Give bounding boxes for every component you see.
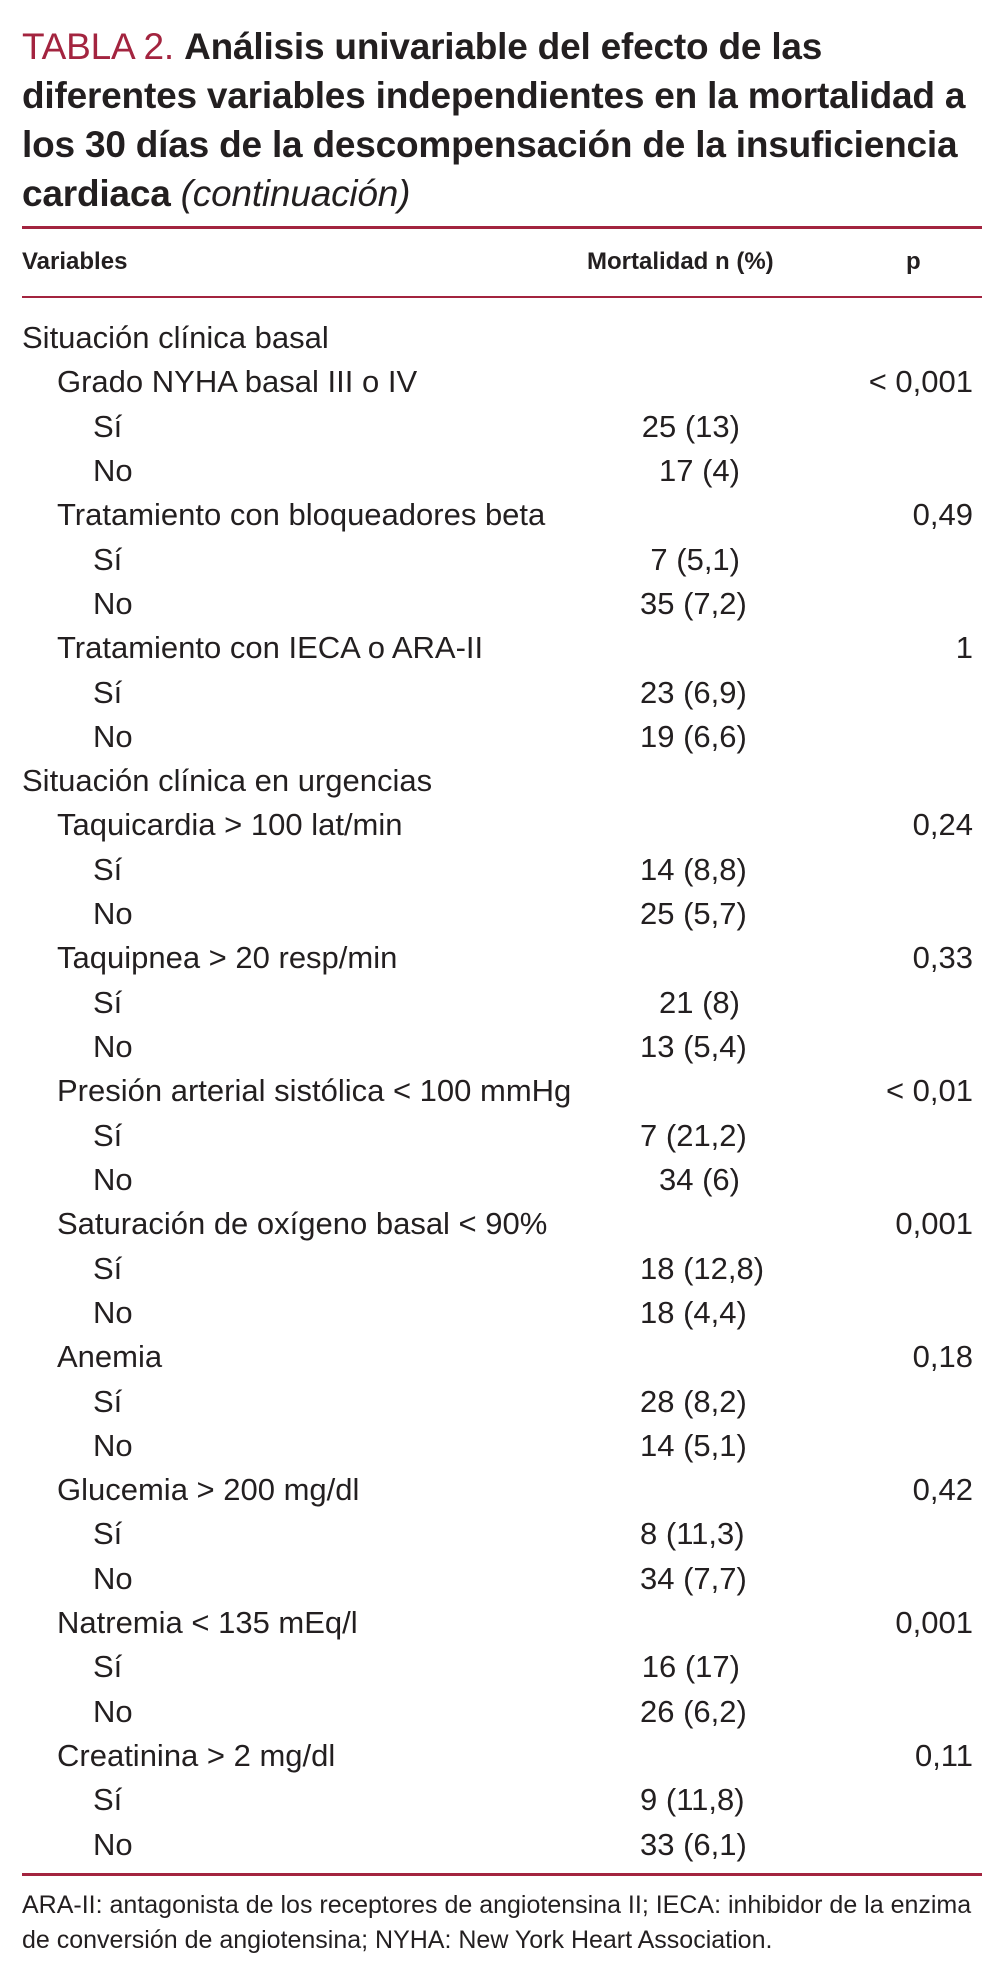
category-label: Sí — [93, 1383, 123, 1419]
table-body — [0, 316, 991, 1867]
table-row — [0, 1424, 991, 1468]
mortality-count: 28 — [640, 1383, 675, 1419]
table-row — [0, 360, 991, 404]
mortality-percent: (8,8) — [683, 851, 747, 887]
table-row — [0, 1645, 991, 1689]
table-row — [0, 1690, 991, 1734]
table-row — [0, 1512, 991, 1556]
table-row — [0, 1291, 991, 1335]
mortality-percent: (7,7) — [683, 1560, 747, 1596]
p-value: 0,49 — [912, 497, 973, 533]
mortality-count: 26 — [640, 1693, 675, 1729]
variable-label: Tratamiento con bloqueadores beta — [57, 497, 546, 533]
table-row — [0, 1557, 991, 1601]
mortality-percent: (4,4) — [683, 1294, 747, 1330]
variable-label: Saturación de oxígeno basal < 90% — [57, 1206, 548, 1242]
table-row — [0, 449, 991, 493]
category-label: Sí — [93, 851, 123, 887]
mortality-count: 35 — [640, 585, 675, 621]
mortality-cell — [640, 1645, 740, 1689]
category-label: Sí — [93, 541, 123, 577]
mortality-count: 16 — [641, 1649, 677, 1685]
table-row — [0, 405, 991, 449]
table-row — [0, 803, 991, 847]
mortality-count: 33 — [640, 1826, 675, 1862]
table-row — [0, 1468, 991, 1512]
p-value: 0,001 — [895, 1605, 973, 1641]
table-row — [0, 671, 991, 715]
category-label: Sí — [93, 1782, 123, 1818]
mortality-percent: (17) — [684, 1649, 740, 1685]
category-label: No — [93, 1693, 133, 1729]
table-row — [0, 1247, 991, 1291]
table-row — [0, 715, 991, 759]
p-value: < 0,001 — [868, 364, 973, 400]
variable-label: Taquipnea > 20 resp/min — [57, 940, 398, 976]
header-mortality: Mortalidad n (%) — [587, 248, 774, 275]
mortality-percent: (5,7) — [683, 896, 747, 932]
mortality-count: 7 — [640, 1117, 658, 1153]
mortality-cell — [640, 1823, 747, 1867]
section-label: Situación clínica basal — [22, 320, 329, 355]
variable-label: Presión arterial sistólica < 100 mmHg — [57, 1073, 572, 1109]
category-label: Sí — [93, 1649, 123, 1685]
table-row — [0, 1335, 991, 1379]
mortality-cell — [640, 449, 740, 493]
variable-label: Grado NYHA basal III o IV — [57, 364, 418, 400]
table-title — [22, 22, 977, 218]
mortality-cell — [640, 1114, 747, 1158]
mortality-percent: (5,1) — [683, 1427, 747, 1463]
mortality-cell — [640, 538, 740, 582]
mortality-percent: (12,8) — [683, 1250, 765, 1286]
top-rule — [22, 226, 982, 229]
header-p: p — [906, 248, 921, 275]
variable-label: Creatinina > 2 mg/dl — [57, 1738, 336, 1773]
header-rule — [22, 296, 982, 298]
mortality-percent: (21,2) — [665, 1117, 747, 1153]
table-label: TABLA 2. — [22, 26, 174, 67]
mortality-count: 21 — [659, 984, 694, 1020]
table-row — [0, 936, 991, 980]
p-value: 0,11 — [914, 1738, 973, 1773]
mortality-percent: (11,3) — [665, 1516, 745, 1552]
category-label: No — [93, 1826, 133, 1862]
mortality-count: 8 — [640, 1516, 658, 1552]
mortality-count: 23 — [640, 674, 675, 710]
mortality-cell — [640, 405, 740, 449]
table-row — [0, 1025, 991, 1069]
mortality-percent: (6,1) — [683, 1826, 747, 1862]
variable-label: Glucemia > 200 mg/dl — [57, 1472, 360, 1508]
mortality-percent: (5,1) — [676, 541, 740, 577]
table-footnote: ARA-II: antagonista de los receptores de angiotensina II; IECA: inhibidor de la enzima de conversión de angiotensina; NYHA: New York Heart Association. — [22, 1891, 972, 1954]
mortality-cell — [640, 1690, 747, 1734]
p-value: 0,24 — [912, 807, 973, 843]
header-variables: Variables — [22, 248, 128, 275]
table-row — [0, 981, 991, 1025]
p-value: 0,18 — [912, 1339, 973, 1375]
mortality-cell — [640, 1557, 747, 1601]
mortality-cell — [640, 848, 747, 892]
table-row — [0, 1734, 991, 1778]
table-row — [0, 493, 991, 537]
mortality-count: 14 — [640, 851, 675, 887]
mortality-cell — [640, 715, 747, 759]
mortality-cell — [640, 1025, 747, 1069]
table-caption: Análisis univariable del efecto de las diferentes variables independientes en la mortalidad a los 30 días de la descompensación de la insuficiencia cardiaca — [22, 26, 966, 214]
table-row — [0, 1202, 991, 1246]
category-label: Sí — [93, 674, 123, 710]
mortality-cell — [640, 1778, 745, 1822]
mortality-percent: (8,2) — [683, 1383, 747, 1419]
mortality-count: 18 — [640, 1294, 675, 1330]
mortality-count: 7 — [650, 541, 668, 577]
p-value: 0,33 — [912, 940, 973, 976]
category-label: Sí — [93, 1250, 123, 1286]
category-label: No — [93, 1161, 133, 1197]
mortality-percent: (6) — [702, 1161, 740, 1197]
p-value: 1 — [955, 630, 973, 666]
bottom-rule — [22, 1873, 982, 1876]
table-row — [0, 582, 991, 626]
table-row — [0, 626, 991, 670]
variable-label: Taquicardia > 100 lat/min — [57, 807, 403, 843]
category-label: No — [93, 896, 133, 932]
mortality-count: 9 — [640, 1782, 658, 1818]
mortality-count: 17 — [659, 452, 694, 488]
category-label: No — [93, 585, 133, 621]
table-row — [0, 1069, 991, 1113]
table-row — [0, 1158, 991, 1202]
table-row — [0, 316, 991, 360]
category-label: Sí — [93, 984, 123, 1020]
mortality-percent: (6,2) — [683, 1693, 747, 1729]
category-label: Sí — [93, 1516, 123, 1552]
table-row — [0, 1823, 991, 1867]
category-label: Sí — [93, 408, 123, 444]
mortality-count: 19 — [640, 718, 675, 754]
table-row — [0, 848, 991, 892]
table-row — [0, 1380, 991, 1424]
mortality-cell — [640, 981, 740, 1025]
mortality-cell — [640, 1291, 747, 1335]
mortality-count: 34 — [640, 1560, 675, 1596]
mortality-cell — [640, 582, 747, 626]
table-row — [0, 759, 991, 803]
mortality-count: 18 — [640, 1250, 675, 1286]
mortality-count: 34 — [659, 1161, 694, 1197]
mortality-cell — [640, 892, 747, 936]
mortality-cell — [640, 1247, 765, 1291]
p-value: 0,42 — [912, 1472, 973, 1508]
mortality-cell — [640, 1512, 745, 1556]
mortality-count: 14 — [640, 1427, 675, 1463]
mortality-percent: (11,8) — [665, 1782, 745, 1818]
table-row — [0, 1778, 991, 1822]
table-row — [0, 1114, 991, 1158]
mortality-percent: (8) — [702, 984, 740, 1020]
mortality-percent: (4) — [702, 452, 740, 488]
table-row — [0, 538, 991, 582]
continuation-note: (continuación) — [180, 173, 411, 214]
category-label: No — [93, 1029, 133, 1064]
mortality-percent: (6,6) — [683, 718, 747, 754]
mortality-cell — [640, 671, 747, 715]
table-row — [0, 892, 991, 936]
p-value: < 0,01 — [885, 1073, 973, 1109]
mortality-cell — [640, 1158, 740, 1202]
mortality-percent: (13) — [684, 408, 740, 444]
mortality-percent: (7,2) — [683, 585, 747, 621]
variable-label: Anemia — [57, 1339, 163, 1375]
mortality-cell — [640, 1424, 747, 1468]
category-label: No — [93, 718, 133, 754]
category-label: No — [93, 1427, 133, 1463]
p-value: 0,001 — [895, 1206, 973, 1242]
mortality-count: 25 — [641, 408, 677, 444]
variable-label: Natremia < 135 mEq/l — [57, 1605, 358, 1641]
mortality-count: 25 — [640, 896, 675, 932]
mortality-percent: (5,4) — [683, 1029, 747, 1064]
mortality-cell — [640, 1380, 747, 1424]
mortality-count: 13 — [640, 1029, 675, 1064]
category-label: Sí — [93, 1117, 123, 1153]
category-label: No — [93, 1294, 133, 1330]
category-label: No — [93, 1560, 133, 1596]
category-label: No — [93, 452, 133, 488]
variable-label: Tratamiento con IECA o ARA-II — [57, 630, 484, 666]
table-row — [0, 1601, 991, 1645]
mortality-percent: (6,9) — [683, 674, 747, 710]
section-label: Situación clínica en urgencias — [22, 763, 433, 799]
